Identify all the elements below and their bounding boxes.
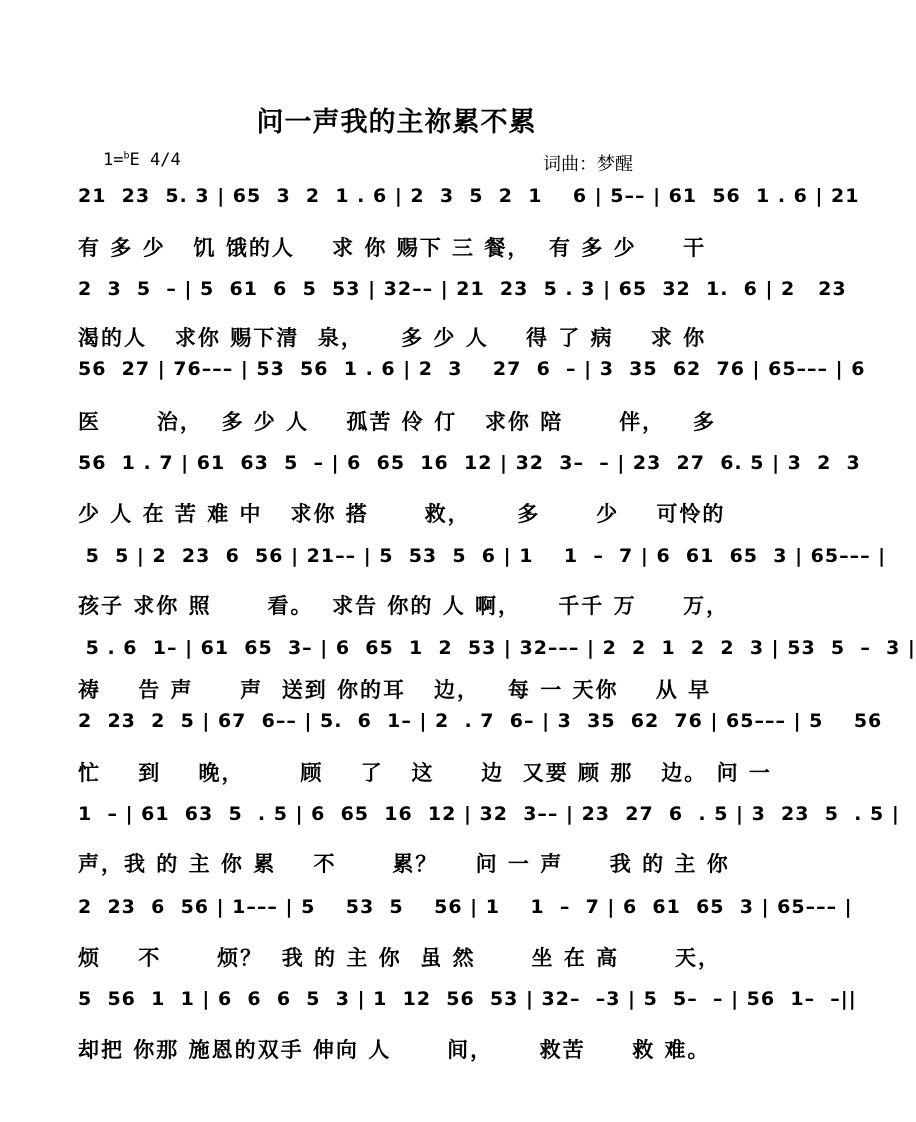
notation-line-5: 5 5 | 2 23 6 56 | 21–– | 5 53 5 6 | 1 1 – 7 | 6 61 65 3 | 65––– | xyxy=(78,545,887,567)
notation-line-10: 5 56 1 1 | 6 6 6 5 3 | 1 12 56 53 | 32– –3 | 5 5– – | 56 1– –|| xyxy=(78,988,857,1010)
key-prefix: 1= xyxy=(103,150,124,170)
notation-line-6: 5 . 6 1– | 61 65 3– | 6 65 1 2 53 | 32––– | 2 2 1 2 2 3 | 53 5 – 3 | xyxy=(78,637,916,659)
notation-line-2: 2 3 5 – | 5 61 6 5 53 | 32–– | 21 23 5 . 3 | 65 32 1. 6 | 2 23 xyxy=(78,278,847,300)
lyric-line-8: 声，我 的 主 你 累 不 累？ 问 一 声 我 的 主 你 xyxy=(78,852,730,876)
lyric-line-2: 渴的人 求你 赐下清 泉， 多 少 人 得 了 病 求 你 xyxy=(78,326,707,350)
notation-line-4: 56 1 . 7 | 61 63 5 – | 6 65 16 12 | 32 3– – | 23 27 6. 5 | 3 2 3 xyxy=(78,452,861,474)
lyric-line-3: 医 治， 多 少 人 孤苦 伶 仃 求你 陪 伴， 多 xyxy=(78,410,717,434)
notation-line-9: 2 23 6 56 | 1––– | 5 53 5 56 | 1 1 – 7 | 6 61 65 3 | 65––– | xyxy=(78,896,853,918)
notation-line-8: 1 – | 61 63 5 . 5 | 6 65 16 12 | 32 3–– | 23 27 6 . 5 | 3 23 5 . 5 | xyxy=(78,803,900,825)
key-meter: E 4/4 xyxy=(129,150,181,170)
notation-line-3: 56 27 | 76––– | 53 56 1 . 6 | 2 3 27 6 – | 3 35 62 76 | 65––– | 6 xyxy=(78,358,866,380)
song-title: 问一声我的主祢累不累 xyxy=(256,107,537,138)
lyric-line-7: 忙 到 晚， 顾 了 这 边 又要 顾 那 边。 问 一 xyxy=(78,761,772,785)
flat-sign: b xyxy=(123,150,130,162)
lyric-line-9: 烦 不 烦？ 我 的 主 你 虽 然 坐 在 高 天， xyxy=(78,946,721,970)
lyric-line-1: 有 多 少 饥 饿的人 求 你 赐下 三 餐， 有 多 少 干 xyxy=(78,236,707,260)
key-signature xyxy=(103,150,181,170)
lyric-line-6: 祷 告 声 声 送到 你的耳 边， 每 一 天你 从 早 xyxy=(78,678,712,702)
lyric-line-4: 少 人 在 苦 难 中 求你 搭 救， 多 少 可怜的 xyxy=(78,502,726,526)
composer-credit: 词曲：梦醒 xyxy=(543,154,633,175)
notation-line-1: 21 23 5. 3 | 65 3 2 1 . 6 | 2 3 5 2 1 6 | 5–– | 61 56 1 . 6 | 21 xyxy=(78,185,860,207)
notation-line-7: 2 23 2 5 | 67 6–– | 5. 6 1– | 2 . 7 6– | 3 35 62 76 | 65––– | 5 56 xyxy=(78,710,883,732)
lyric-line-10: 却把 你那 施恩的双手 伸向 人 间， 救苦 救 难。 xyxy=(78,1038,711,1062)
lyric-line-5: 孩子 求你 照 看。 求告 你的 人 啊， 千千 万 万， xyxy=(78,594,730,618)
